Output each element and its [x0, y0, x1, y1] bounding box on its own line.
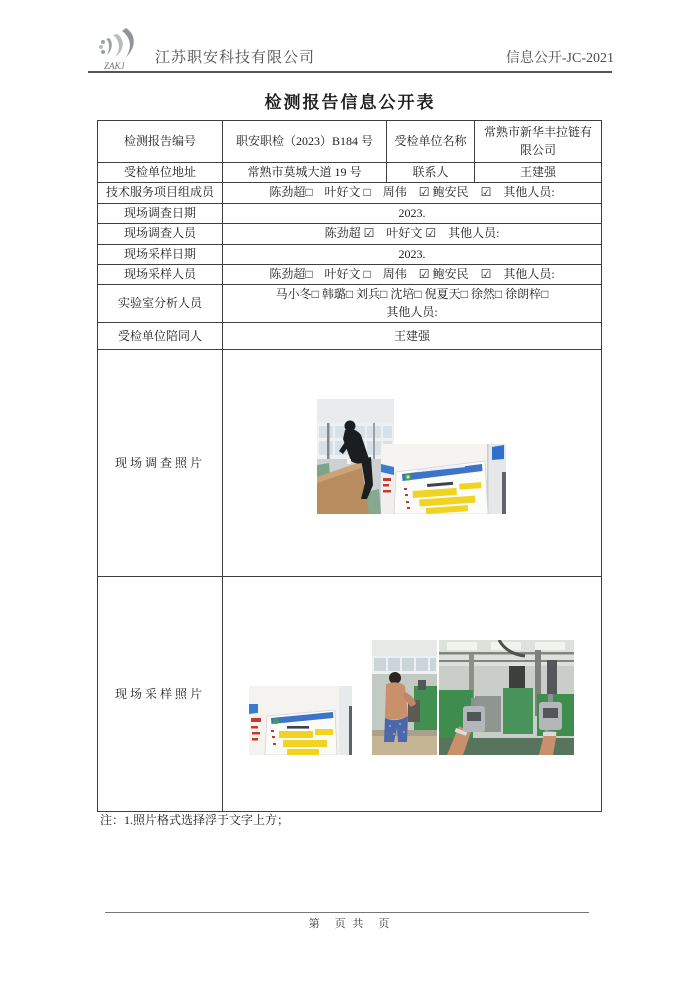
row-escort — [98, 323, 602, 350]
sampling-photo-worker — [372, 640, 437, 755]
page-title: 检测报告信息公开表 — [264, 93, 436, 112]
lab-staff-line2: 其他人员: — [386, 304, 438, 319]
company-name: 江苏职安科技有限公司 — [155, 50, 316, 66]
row-survey-photos — [98, 350, 602, 577]
unit-addr-value: 常熟市莫城大道 19 号 — [223, 163, 387, 183]
escort-value: 王建强 — [223, 323, 602, 350]
sampling-staff-label: 现场采样人员 — [98, 264, 223, 284]
survey-photos-cell — [223, 350, 602, 577]
survey-date-label: 现场调查日期 — [98, 203, 223, 223]
survey-photo-bulletin-board — [381, 444, 506, 514]
contact-value: 王建强 — [475, 163, 602, 183]
disclosure-table — [97, 120, 602, 812]
unit-addr-label: 受检单位地址 — [98, 163, 223, 183]
row-report-no — [98, 121, 602, 163]
sampling-photo-instruments — [439, 640, 574, 755]
report-no-label: 检测报告编号 — [98, 121, 223, 163]
sampling-date-label: 现场采样日期 — [98, 244, 223, 264]
escort-label: 受检单位陪同人 — [98, 323, 223, 350]
unit-name-label: 受检单位名称 — [387, 121, 475, 163]
row-team — [98, 183, 602, 203]
page-number: 第 页 共 页 — [308, 918, 392, 930]
survey-photos-label: 现场调查照片 — [98, 350, 223, 577]
page-header — [95, 26, 614, 72]
row-survey-staff — [98, 224, 602, 244]
lab-staff-label: 实验室分析人员 — [98, 285, 223, 323]
contact-label: 联系人 — [387, 163, 475, 183]
row-sampling-photos — [98, 577, 602, 812]
survey-staff-label: 现场调查人员 — [98, 224, 223, 244]
company-logo-icon — [95, 26, 149, 72]
logo-text: ZAKJ — [104, 61, 125, 71]
sampling-photo-bulletin-board — [249, 686, 352, 755]
lab-staff-value — [223, 285, 602, 323]
lab-staff-line1: 马小冬□ 韩璐□ 刘兵□ 沈培□ 倪夏天□ 徐然□ 徐朗梓□ — [275, 287, 549, 302]
team-members-value: 陈劲超□ 叶好文 □ 周伟 ☑ 鲍安民 ☑ 其他人员: — [223, 183, 602, 203]
report-no-value: 职安职检（2023）B184 号 — [223, 121, 387, 163]
survey-date-value: 2023. — [223, 203, 602, 223]
sampling-photos-cell — [223, 577, 602, 812]
row-sampling-staff — [98, 264, 602, 284]
header-divider — [88, 71, 612, 73]
sampling-photos-label: 现场采样照片 — [98, 577, 223, 812]
sampling-date-value: 2023. — [223, 244, 602, 264]
doc-code: 信息公开-JC-2021 — [505, 51, 614, 66]
survey-staff-value: 陈劲超 ☑ 叶好文 ☑ 其他人员: — [223, 224, 602, 244]
row-sampling-date — [98, 244, 602, 264]
row-survey-date — [98, 203, 602, 223]
team-label: 技术服务项目组成员 — [98, 183, 223, 203]
row-unit-addr — [98, 163, 602, 183]
row-lab-staff — [98, 285, 602, 323]
footnote: 注：1.照片格式选择浮于文字上方； — [100, 813, 290, 827]
footer-divider — [105, 912, 589, 913]
unit-name-value: 常熟市新华丰拉链有限公司 — [475, 121, 602, 163]
sampling-staff-value: 陈劲超□ 叶好文 □ 周伟 ☑ 鲍安民 ☑ 其他人员: — [223, 264, 602, 284]
